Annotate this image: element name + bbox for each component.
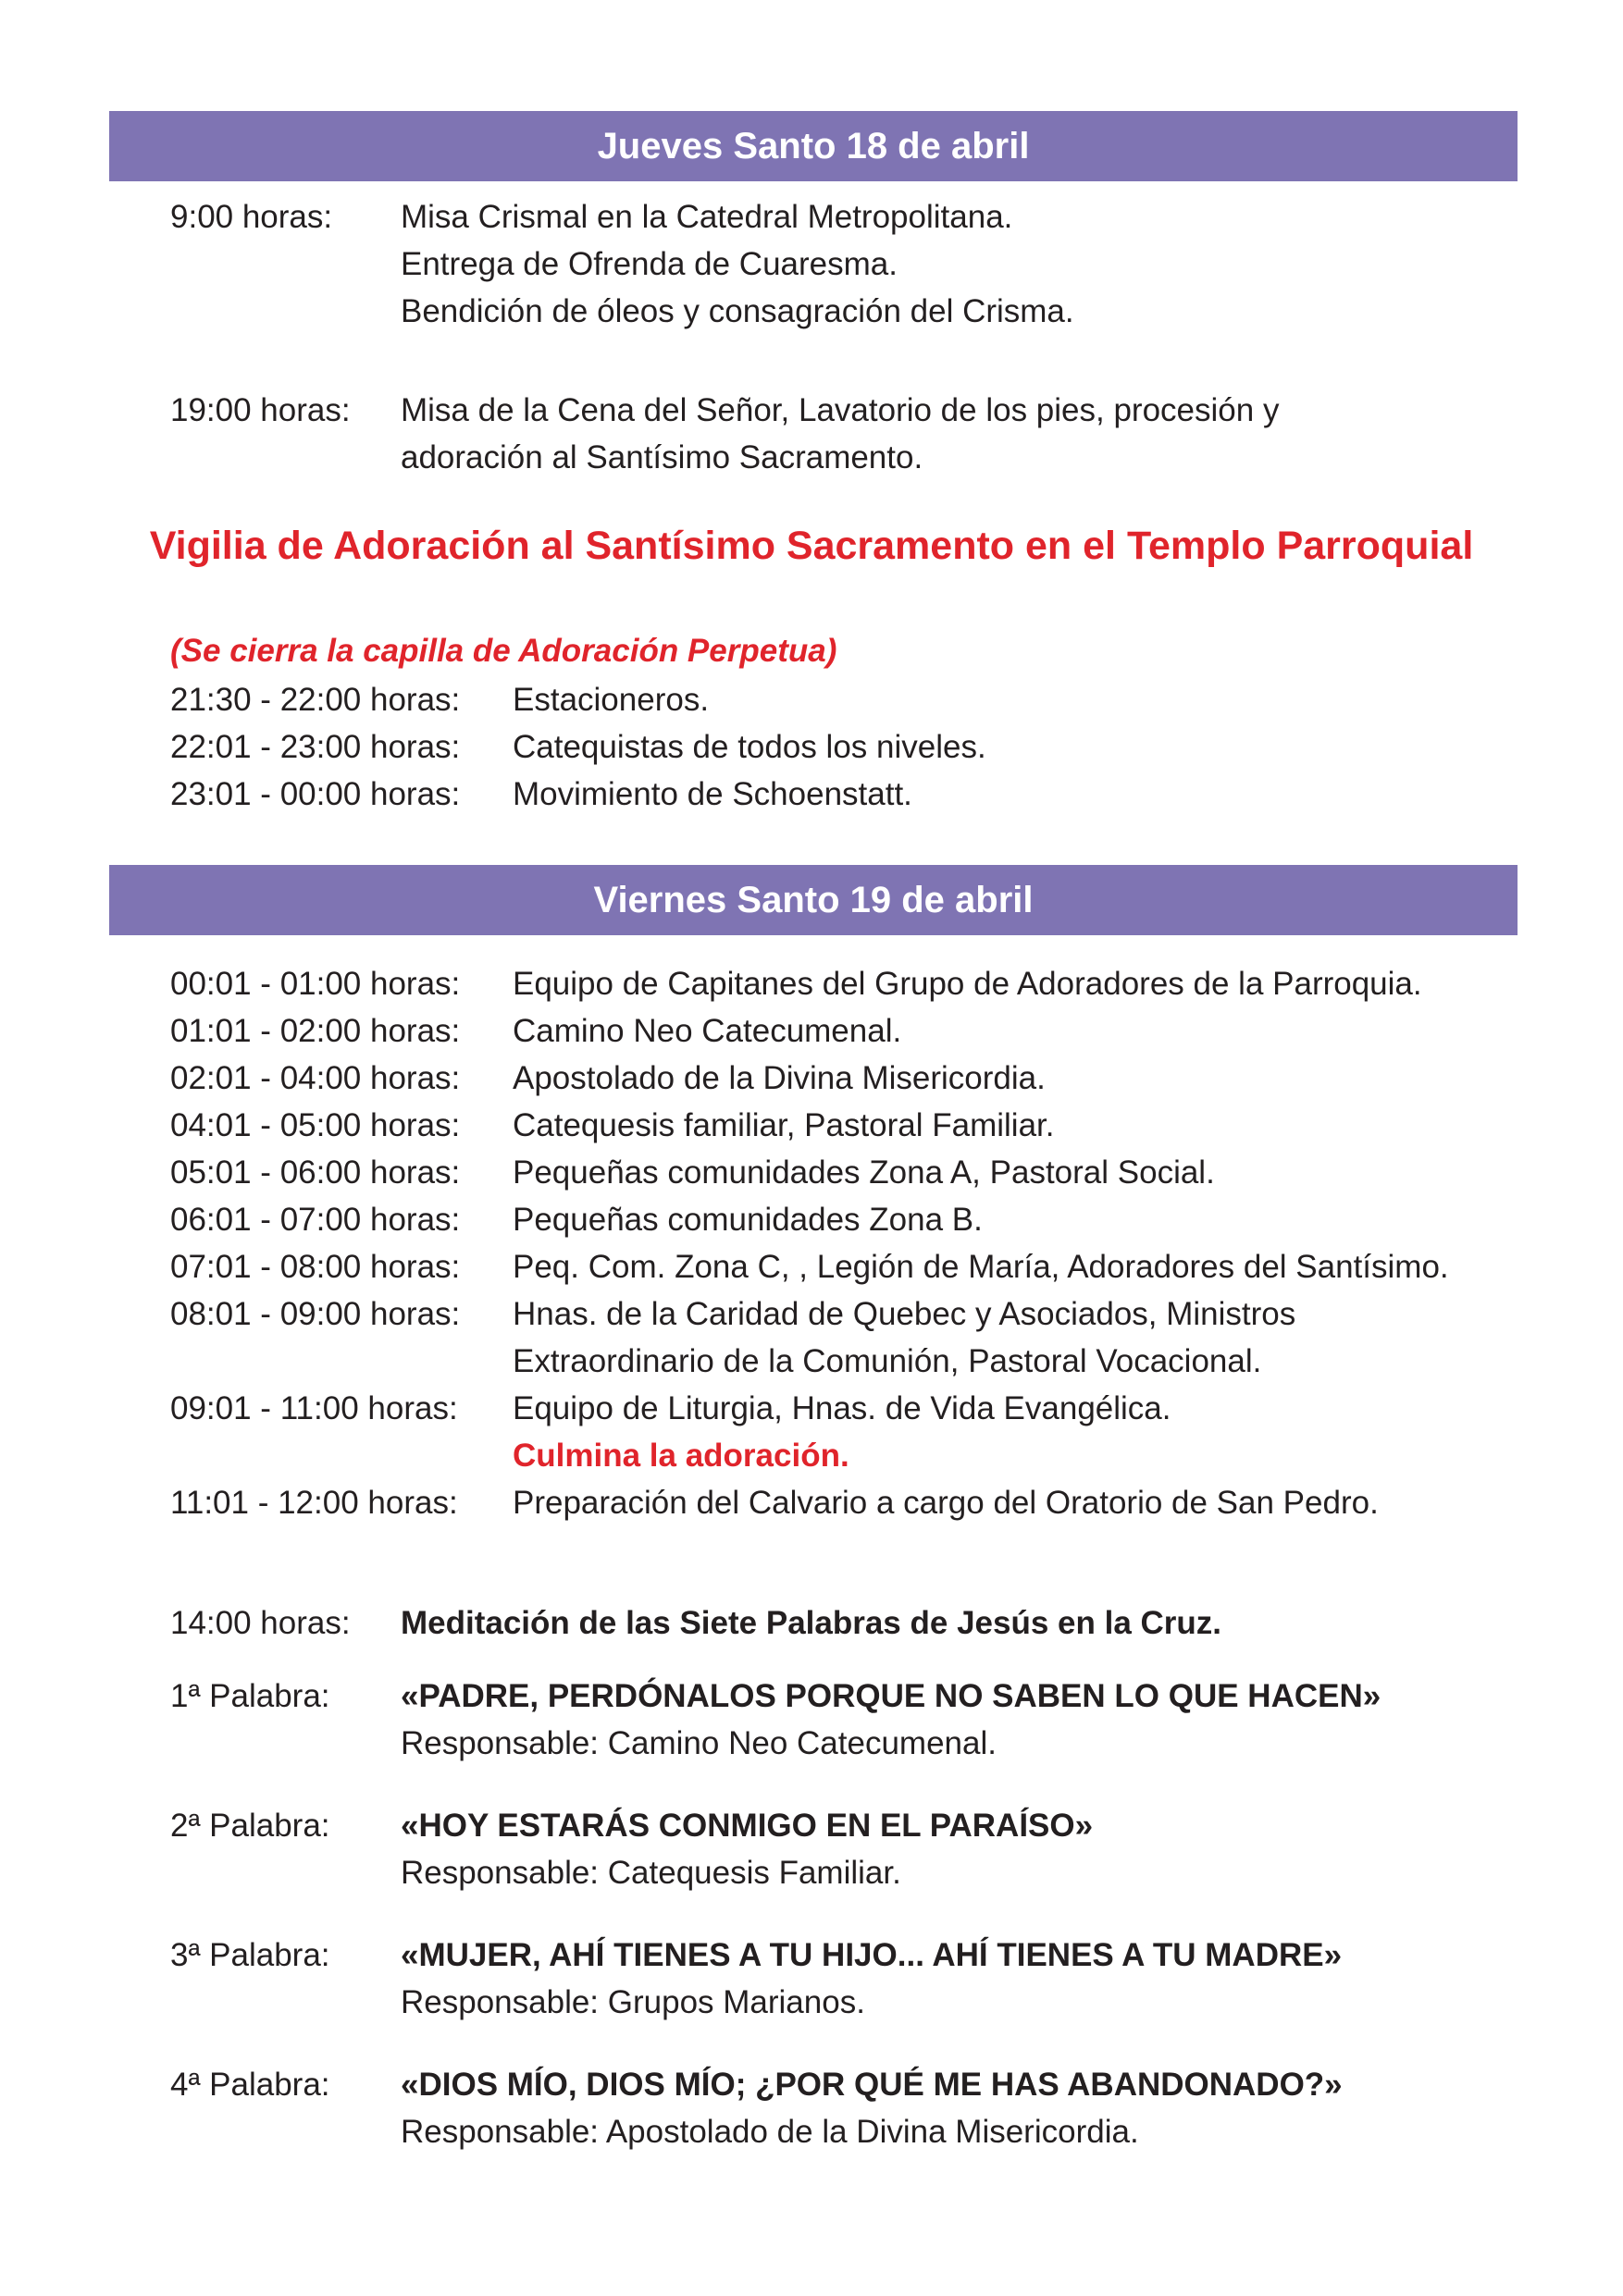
slot-text: Movimiento de Schoenstatt.: [513, 776, 912, 812]
slot-text: Catequistas de todos los niveles.: [513, 729, 986, 765]
slot-text: Catequesis familiar, Pastoral Familiar.: [513, 1107, 1055, 1143]
palabra-label: 4ª Palabra:: [170, 2067, 330, 2103]
palabra-responsable: Responsable: Camino Neo Catecumenal.: [401, 1725, 997, 1761]
palabra-responsable: Responsable: Grupos Marianos.: [401, 1984, 865, 2020]
slot-text: Equipo de Liturgia, Hnas. de Vida Evangélica.: [513, 1390, 1171, 1426]
slot-text: Preparación del Calvario a cargo del Oratorio de San Pedro.: [513, 1485, 1379, 1521]
slot-text: Peq. Com. Zona C, , Legión de María, Adoradores del Santísimo.: [513, 1249, 1449, 1285]
slot-text: Extraordinario de la Comunión, Pastoral Vocacional.: [513, 1343, 1262, 1379]
palabra-label: 3ª Palabra:: [170, 1937, 330, 1973]
slot-text: Hnas. de la Caridad de Quebec y Asociados, Ministros: [513, 1296, 1296, 1332]
palabra-quote: «MUJER, AHÍ TIENES A TU HIJO... AHÍ TIENES A TU MADRE»: [401, 1937, 1343, 1973]
palabra-quote: «DIOS MÍO, DIOS MÍO; ¿POR QUÉ ME HAS ABANDONADO?»: [401, 2067, 1343, 2103]
slot-text: Pequeñas comunidades Zona A, Pastoral Social.: [513, 1154, 1215, 1191]
event-text: Entrega de Ofrenda de Cuaresma.: [401, 246, 898, 282]
slot-time: 05:01 - 06:00 horas:: [170, 1154, 461, 1191]
slot-time: 22:01 - 23:00 horas:: [170, 729, 461, 765]
slot-time: 00:01 - 01:00 horas:: [170, 966, 461, 1002]
vigilia-note: (Se cierra la capilla de Adoración Perpetua): [170, 633, 837, 669]
event-text: Misa Crismal en la Catedral Metropolitana.: [401, 199, 1013, 235]
palabra-label: 2ª Palabra:: [170, 1808, 330, 1844]
event-text: Misa de la Cena del Señor, Lavatorio de los pies, procesión y: [401, 392, 1280, 428]
slot-time: 01:01 - 02:00 horas:: [170, 1013, 461, 1049]
event-text: Bendición de óleos y consagración del Crisma.: [401, 293, 1074, 329]
slot-time: 09:01 - 11:00 horas:: [170, 1390, 458, 1426]
slot-time: 07:01 - 08:00 horas:: [170, 1249, 461, 1285]
slot-time: 02:01 - 04:00 horas:: [170, 1060, 461, 1096]
slot-time: 04:01 - 05:00 horas:: [170, 1107, 461, 1143]
jueves-santo-header: Jueves Santo 18 de abril: [109, 111, 1518, 181]
slot-text: Estacioneros.: [513, 682, 710, 718]
palabra-label: 1ª Palabra:: [170, 1678, 330, 1714]
meditacion-text: Meditación de las Siete Palabras de Jesús en la Cruz.: [401, 1605, 1222, 1641]
vigilia-title: Vigilia de Adoración al Santísimo Sacramento en el Templo Parroquial: [149, 524, 1474, 568]
event-time: 19:00 horas:: [170, 392, 351, 428]
event-time: 9:00 horas:: [170, 199, 333, 235]
slot-time: 21:30 - 22:00 horas:: [170, 682, 461, 718]
slot-time: 08:01 - 09:00 horas:: [170, 1296, 461, 1332]
slot-time: 06:01 - 07:00 horas:: [170, 1202, 461, 1238]
slot-text: Pequeñas comunidades Zona B.: [513, 1202, 983, 1238]
slot-text: Apostolado de la Divina Misericordia.: [513, 1060, 1046, 1096]
slot-time: 11:01 - 12:00 horas:: [170, 1485, 458, 1521]
slot-time: 23:01 - 00:00 horas:: [170, 776, 461, 812]
slot-text: Camino Neo Catecumenal.: [513, 1013, 902, 1049]
palabra-quote: «HOY ESTARÁS CONMIGO EN EL PARAÍSO»: [401, 1808, 1094, 1844]
palabra-responsable: Responsable: Catequesis Familiar.: [401, 1855, 901, 1891]
event-text: adoración al Santísimo Sacramento.: [401, 439, 923, 475]
culmina-text: Culmina la adoración.: [513, 1438, 849, 1474]
meditacion-time: 14:00 horas:: [170, 1605, 351, 1641]
viernes-santo-header: Viernes Santo 19 de abril: [109, 865, 1518, 935]
palabra-responsable: Responsable: Apostolado de la Divina Misericordia.: [401, 2114, 1139, 2150]
slot-text: Equipo de Capitanes del Grupo de Adoradores de la Parroquia.: [513, 966, 1422, 1002]
palabra-quote: «PADRE, PERDÓNALOS PORQUE NO SABEN LO QUE HACEN»: [401, 1678, 1381, 1714]
